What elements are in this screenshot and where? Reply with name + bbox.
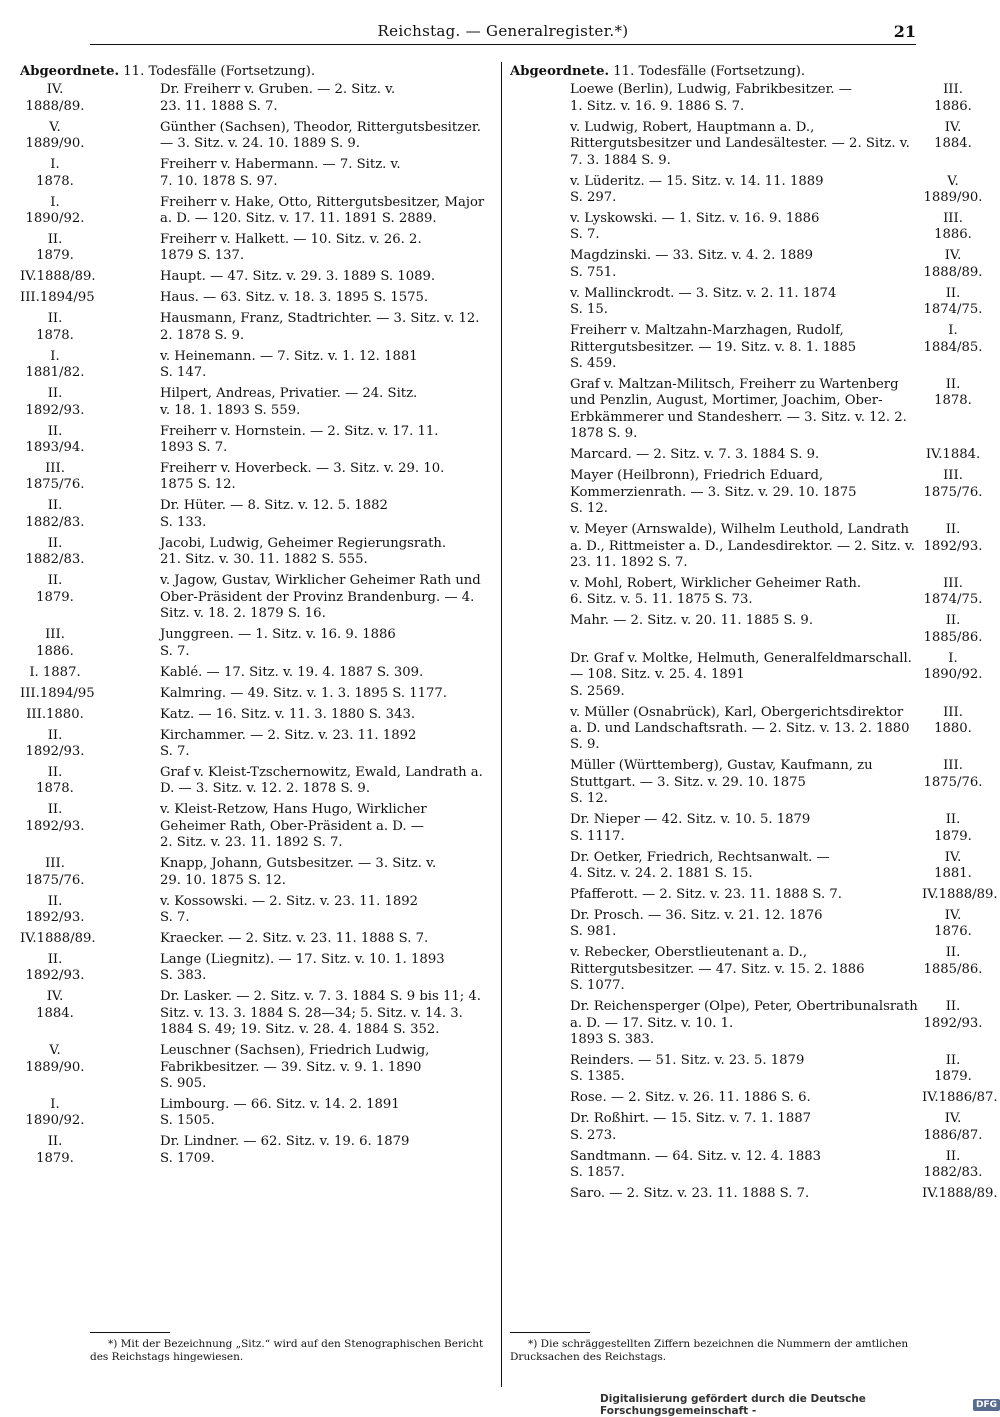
- session-reference: II. 1879.: [36, 573, 74, 605]
- entry-text: Dr. Lasker. — 2. Sitz. v. 7. 3. 1884 S. 9 bis 11; 4. Sitz. v. 13. 3. 1884 S. 28—34; 5. Sitz. v. 14. 3. 1884 S. 49; 19. Sitz. v. 28. 4. 1884 S. 352.: [160, 989, 481, 1038]
- session-reference: IV.1886/87.: [922, 1090, 998, 1106]
- session-reference: II. 1885/86.: [923, 945, 983, 977]
- session-reference: II. 1874/75.: [923, 285, 983, 318]
- session-reference: II. 1878.: [36, 764, 74, 797]
- session-reference: IV.1888/89.: [20, 930, 96, 946]
- entry-text: v. Lyskowski. — 1. Sitz. v. 16. 9. 1886 S. 7.: [570, 211, 820, 243]
- right-title-rest: 11. Todesfälle (Fortsetzung).: [609, 64, 806, 79]
- page-number: 21: [893, 22, 916, 41]
- entry-text: Haupt. — 47. Sitz. v. 29. 3. 1889 S. 1089.: [160, 269, 436, 285]
- session-reference: IV. 1888/89.: [923, 248, 983, 280]
- register-entry: [510, 120, 984, 169]
- session-reference: IV.1888/89.: [922, 1186, 998, 1202]
- register-entry: [20, 894, 496, 927]
- session-reference: II. 1882/83.: [25, 535, 85, 568]
- session-reference: I. 1884/85.: [923, 323, 983, 355]
- entry-text: Dr. Hüter. — 8. Sitz. v. 12. 5. 1882 S. 133.: [160, 498, 388, 530]
- entry-text: v. Lüderitz. — 15. Sitz. v. 14. 11. 1889 S. 297.: [570, 173, 824, 206]
- register-entry: [510, 174, 984, 207]
- session-reference: III. 1874/75.: [923, 575, 983, 608]
- register-entry: [20, 856, 496, 889]
- register-entry: [510, 908, 984, 941]
- entry-text: Dr. Reichensperger (Olpe), Peter, Obertribunalsrath a. D. — 17. Sitz. v. 10. 1. 1893 S. 383.: [570, 999, 918, 1047]
- entry-text: v. Kleist-Retzow, Hans Hugo, Wirklicher Geheimer Rath, Ober-Präsident a. D. — 2. Sitz. v. 23. 11. 1892 S. 7.: [160, 802, 427, 851]
- session-reference: II. 1882/83.: [923, 1148, 983, 1181]
- session-reference: IV. 1876.: [934, 907, 972, 940]
- register-entry: [20, 498, 496, 531]
- register-entry: [20, 232, 496, 265]
- entry-text: Leuschner (Sachsen), Friedrich Ludwig, Fabrikbesitzer. — 39. Sitz. v. 9. 1. 1890 S. 905.: [160, 1043, 430, 1091]
- footnote-rule-left: [90, 1332, 170, 1333]
- register-entry: [20, 195, 496, 228]
- session-reference: III. 1886.: [36, 627, 74, 659]
- entry-text: v. Rebecker, Oberstlieutenant a. D., Rittergutsbesitzer. — 47. Sitz. v. 15. 2. 1886 S. 1077.: [570, 945, 865, 994]
- register-entry: [510, 522, 984, 571]
- entry-text: Limbourg. — 66. Sitz. v. 14. 2. 1891 S. 1505.: [160, 1096, 400, 1129]
- entry-text: Kraecker. — 2. Sitz. v. 23. 11. 1888 S. 7.: [160, 930, 429, 946]
- register-entry: [20, 424, 496, 457]
- entry-text: Hilpert, Andreas, Privatier. — 24. Sitz. v. 18. 1. 1893 S. 559.: [160, 386, 418, 418]
- register-entry: [510, 576, 984, 609]
- session-reference: II. 1892/93.: [25, 893, 85, 925]
- session-reference: III. 1886.: [934, 211, 972, 243]
- entry-text: Kirchammer. — 2. Sitz. v. 23. 11. 1892 S. 7.: [160, 727, 417, 759]
- session-reference: IV.1888/89.: [922, 886, 998, 902]
- session-reference: II. 1892/93.: [25, 727, 85, 759]
- register-entry: [20, 665, 496, 681]
- register-entry: [510, 1111, 984, 1144]
- footnote-left: *) Mit der Bezeichnung „Sitz.“ wird auf den Stenographischen Bericht des Reichstags hingewiesen.: [90, 1338, 484, 1363]
- register-entry: [20, 349, 496, 382]
- entry-text: Dr. Oetker, Friedrich, Rechtsanwalt. — 4. Sitz. v. 24. 2. 1881 S. 15.: [570, 849, 830, 881]
- right-column: [510, 64, 998, 1207]
- session-reference: III.1894/95: [20, 290, 95, 306]
- register-entry: [510, 850, 984, 883]
- register-entry: [510, 1186, 998, 1202]
- entry-text: Freiherr v. Maltzahn-Marzhagen, Rudolf, Rittergutsbesitzer. — 19. Sitz. v. 8. 1. 1885 S. 459.: [570, 323, 857, 372]
- entry-text: Knapp, Johann, Gutsbesitzer. — 3. Sitz. v. 29. 10. 1875 S. 12.: [160, 856, 437, 888]
- register-entry: [20, 536, 496, 569]
- session-reference: II. 1885/86.: [923, 613, 983, 645]
- register-entry: [20, 1043, 496, 1092]
- dfg-logo-icon: DFG: [973, 1399, 1000, 1411]
- right-column-title: [510, 64, 984, 80]
- session-reference: I. 1890/92.: [25, 1096, 85, 1129]
- entry-text: Katz. — 16. Sitz. v. 11. 3. 1880 S. 343.: [160, 706, 416, 722]
- register-entry: [510, 1090, 998, 1106]
- entry-text: Rose. — 2. Sitz. v. 26. 11. 1886 S. 6.: [570, 1090, 811, 1106]
- register-entry: [20, 461, 496, 494]
- session-reference: III. 1875/76.: [923, 758, 983, 790]
- entry-text: Jacobi, Ludwig, Geheimer Regierungsrath. 21. Sitz. v. 30. 11. 1882 S. 555.: [160, 535, 447, 568]
- session-reference: II. 1892/93.: [923, 999, 983, 1031]
- entry-text: Kablé. — 17. Sitz. v. 19. 4. 1887 S. 309.: [160, 664, 424, 680]
- session-reference: IV. 1886/87.: [923, 1111, 983, 1143]
- register-entry: [20, 627, 496, 660]
- session-reference: I. 1887.: [29, 664, 81, 680]
- entry-text: Mahr. — 2. Sitz. v. 20. 11. 1885 S. 9.: [570, 613, 814, 629]
- session-reference: II. 1882/83.: [25, 498, 85, 530]
- register-entry: [510, 468, 984, 517]
- digitization-credit: [600, 1393, 1000, 1417]
- column-divider: [501, 62, 502, 1387]
- session-reference: III. 1875/76.: [25, 856, 85, 888]
- left-entry-list: [20, 82, 496, 1167]
- left-title-bold: Abgeordnete.: [20, 64, 120, 79]
- session-reference: IV. 1884.: [934, 119, 972, 152]
- session-reference: IV. 1888/89.: [25, 82, 85, 114]
- register-entry: [510, 651, 984, 700]
- entry-text: Freiherr v. Hake, Otto, Rittergutsbesitzer, Major a. D. — 120. Sitz. v. 17. 11. 1891 S. 2889.: [160, 194, 485, 227]
- register-entry: [510, 447, 984, 463]
- left-column: [20, 64, 496, 1172]
- register-entry: [20, 386, 496, 419]
- register-entry: [510, 82, 984, 115]
- session-reference: III. 1880.: [934, 704, 972, 736]
- entry-text: Magdzinski. — 33. Sitz. v. 4. 2. 1889 S. 751.: [570, 248, 814, 280]
- entry-text: Pfafferott. — 2. Sitz. v. 23. 11. 1888 S. 7.: [570, 886, 842, 902]
- entry-text: v. Meyer (Arnswalde), Wilhelm Leuthold, Landrath a. D., Rittmeister a. D., Landesdirektor. — 2. Sitz. v. 23. 11. 1892 S. 7.: [570, 522, 915, 570]
- register-entry: [20, 952, 496, 985]
- register-entry: [510, 1149, 984, 1182]
- entry-text: v. Heinemann. — 7. Sitz. v. 1. 12. 1881 S. 147.: [160, 348, 418, 381]
- register-entry: [510, 323, 984, 372]
- register-entry: [510, 999, 984, 1048]
- entry-text: Dr. Graf v. Moltke, Helmuth, Generalfeldmarschall. — 108. Sitz. v. 25. 4. 1891 S. 2569.: [570, 650, 912, 699]
- entry-text: Freiherr v. Halkett. — 10. Sitz. v. 26. 2. 1879 S. 137.: [160, 232, 422, 264]
- entry-text: v. Mallinckrodt. — 3. Sitz. v. 2. 11. 1874 S. 15.: [570, 285, 837, 318]
- register-entry: [20, 1097, 496, 1130]
- session-reference: IV. 1881.: [934, 849, 972, 881]
- register-entry: [510, 758, 984, 807]
- entry-text: Saro. — 2. Sitz. v. 23. 11. 1888 S. 7.: [570, 1186, 810, 1202]
- page-header: [90, 22, 916, 44]
- entry-text: v. Kossowski. — 2. Sitz. v. 23. 11. 1892 S. 7.: [160, 893, 419, 925]
- session-reference: II. 1879.: [934, 1053, 972, 1085]
- entry-text: v. Mohl, Robert, Wirklicher Geheimer Rath. 6. Sitz. v. 5. 11. 1875 S. 73.: [570, 575, 862, 608]
- entry-text: Günther (Sachsen), Theodor, Rittergutsbesitzer. — 3. Sitz. v. 24. 10. 1889 S. 9.: [160, 119, 481, 152]
- entry-text: Dr. Nieper — 42. Sitz. v. 10. 5. 1879 S. 1117.: [570, 812, 811, 844]
- session-reference: III. 1875/76.: [25, 461, 85, 493]
- right-entry-list: [510, 82, 998, 1202]
- entry-text: Dr. Lindner. — 62. Sitz. v. 19. 6. 1879 S. 1709.: [160, 1134, 410, 1166]
- session-reference: II. 1878.: [934, 377, 972, 409]
- entry-text: Graf v. Kleist-Tzschernowitz, Ewald, Landrath a. D. — 3. Sitz. v. 12. 2. 1878 S. 9.: [160, 764, 483, 797]
- footnote-rule-right: [510, 1332, 590, 1333]
- session-reference: V. 1889/90.: [25, 119, 85, 152]
- session-reference: III. 1886.: [934, 82, 972, 114]
- register-entry: [510, 211, 984, 244]
- session-reference: II. 1892/93.: [923, 522, 983, 554]
- entry-text: v. Müller (Osnabrück), Karl, Obergerichtsdirektor a. D. und Landschaftsrath. — 2. Sitz. v. 13. 2. 1880 S. 9.: [570, 704, 910, 753]
- session-reference: IV.1884.: [925, 447, 981, 463]
- entry-text: v. Ludwig, Robert, Hauptmann a. D., Rittergutsbesitzer und Landesältester. — 2. Sitz. v. 7. 3. 1884 S. 9.: [570, 119, 910, 168]
- left-column-title: [20, 64, 496, 80]
- session-reference: II. 1879.: [36, 232, 74, 264]
- entry-text: Sandtmann. — 64. Sitz. v. 12. 4. 1883 S. 1857.: [570, 1148, 822, 1181]
- entry-text: Müller (Württemberg), Gustav, Kaufmann, zu Stuttgart. — 3. Sitz. v. 29. 10. 1875 S. 12.: [570, 758, 873, 807]
- entry-text: Kalmring. — 49. Sitz. v. 1. 3. 1895 S. 1177.: [160, 685, 447, 701]
- register-entry: [510, 886, 998, 903]
- footnote-right: *) Die schräggestellten Ziffern bezeichnen die Nummern der amtlichen Drucksachen des Reichstags.: [510, 1338, 909, 1363]
- register-entry: [20, 311, 496, 344]
- session-reference: I. 1878.: [36, 157, 74, 189]
- register-entry: [510, 613, 984, 646]
- register-entry: [20, 989, 496, 1038]
- left-title-rest: 11. Todesfälle (Fortsetzung).: [119, 64, 316, 79]
- register-entry: [20, 765, 496, 798]
- entry-text: Freiherr v. Habermann. — 7. Sitz. v. 7. 10. 1878 S. 97.: [160, 157, 401, 189]
- session-reference: V. 1889/90.: [923, 173, 983, 206]
- entry-text: Freiherr v. Hoverbeck. — 3. Sitz. v. 29. 10. 1875 S. 12.: [160, 461, 445, 493]
- register-entry: [510, 248, 984, 281]
- session-reference: II. 1892/93.: [25, 951, 85, 984]
- register-entry: [510, 705, 984, 754]
- register-entry: [20, 728, 496, 761]
- register-entry: [510, 377, 984, 443]
- session-reference: I. 1890/92.: [923, 650, 983, 683]
- register-entry: [510, 945, 984, 994]
- session-reference: II. 1879.: [934, 812, 972, 844]
- entry-text: Dr. Roßhirt. — 15. Sitz. v. 7. 1. 1887 S. 273.: [570, 1111, 811, 1143]
- entry-text: Reinders. — 51. Sitz. v. 23. 5. 1879 S. 1385.: [570, 1053, 805, 1085]
- session-reference: III. 1875/76.: [923, 468, 983, 500]
- entry-text: Marcard. — 2. Sitz. v. 7. 3. 1884 S. 9.: [570, 447, 820, 463]
- session-reference: I. 1881/82.: [25, 348, 85, 381]
- register-entry: [20, 157, 496, 190]
- register-entry: [20, 802, 496, 851]
- register-entry: [510, 812, 984, 845]
- register-entry: [20, 707, 496, 723]
- session-reference: II. 1892/93.: [25, 386, 85, 418]
- register-entry: [510, 286, 984, 319]
- entry-text: Dr. Prosch. — 36. Sitz. v. 21. 12. 1876 S. 981.: [570, 907, 823, 940]
- session-reference: III.1894/95: [20, 685, 95, 701]
- register-entry: [20, 931, 496, 947]
- session-reference: V. 1889/90.: [25, 1043, 85, 1075]
- register-entry: [20, 686, 496, 702]
- entry-text: Haus. — 63. Sitz. v. 18. 3. 1895 S. 1575.: [160, 290, 429, 306]
- session-reference: II. 1879.: [36, 1134, 74, 1166]
- register-entry: [20, 1134, 496, 1167]
- right-title-bold: Abgeordnete.: [510, 64, 610, 79]
- register-entry: [20, 269, 496, 285]
- running-head: Reichstag. — Generalregister.*): [377, 22, 629, 40]
- entry-text: Hausmann, Franz, Stadtrichter. — 3. Sitz. v. 12. 2. 1878 S. 9.: [160, 311, 480, 343]
- session-reference: IV.1888/89.: [20, 269, 96, 285]
- register-entry: [20, 290, 496, 306]
- entry-text: v. Jagow, Gustav, Wirklicher Geheimer Rath und Ober-Präsident der Provinz Brandenburg. — 4. Sitz. v. 18. 2. 1879 S. 16.: [160, 573, 481, 622]
- register-entry: [20, 120, 496, 153]
- session-reference: II. 1892/93.: [25, 802, 85, 834]
- entry-text: Graf v. Maltzan-Militsch, Freiherr zu Wartenberg und Penzlin, August, Mortimer, Joachim, Ober-Erbkämmerer und Standesherr. — 3. Sitz. v. 12. 2. 1878 S. 9.: [570, 377, 907, 442]
- session-reference: II. 1893/94.: [25, 423, 85, 456]
- register-entry: [20, 573, 496, 622]
- session-reference: III.1880.: [26, 706, 84, 722]
- credit-text: Digitalisierung gefördert durch die Deutsche Forschungsgemeinschaft -: [600, 1393, 866, 1417]
- entry-text: Lange (Liegnitz). — 17. Sitz. v. 10. 1. 1893 S. 383.: [160, 951, 445, 984]
- session-reference: II. 1878.: [36, 311, 74, 343]
- entry-text: Mayer (Heilbronn), Friedrich Eduard, Kommerzienrath. — 3. Sitz. v. 29. 10. 1875 S. 12.: [570, 468, 857, 517]
- entry-text: Dr. Freiherr v. Gruben. — 2. Sitz. v. 23. 11. 1888 S. 7.: [160, 82, 396, 114]
- entry-text: Junggreen. — 1. Sitz. v. 16. 9. 1886 S. 7.: [160, 627, 396, 659]
- header-rule: [90, 44, 916, 45]
- register-entry: [20, 82, 496, 115]
- register-entry: [510, 1053, 984, 1086]
- entry-text: Loewe (Berlin), Ludwig, Fabrikbesitzer. — 1. Sitz. v. 16. 9. 1886 S. 7.: [570, 82, 852, 114]
- entry-text: Freiherr v. Hornstein. — 2. Sitz. v. 17. 11. 1893 S. 7.: [160, 423, 439, 456]
- session-reference: IV. 1884.: [36, 989, 74, 1021]
- session-reference: I. 1890/92.: [25, 194, 85, 227]
